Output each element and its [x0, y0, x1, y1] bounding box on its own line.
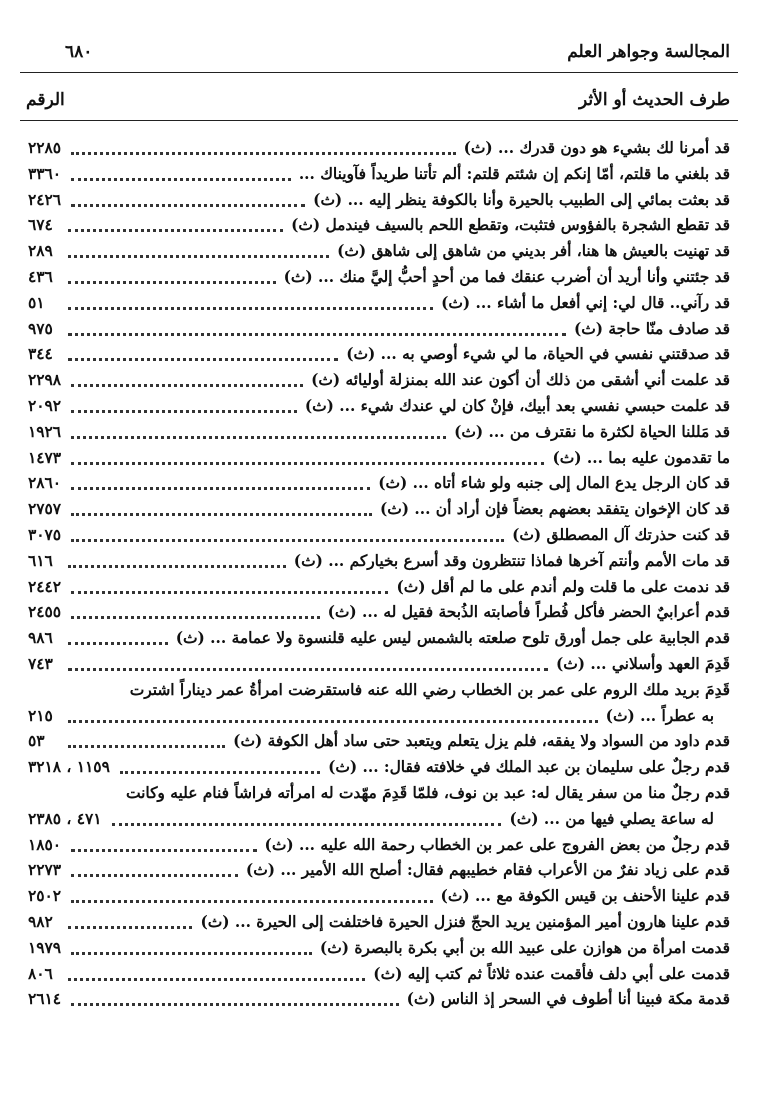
entry-ref-number: ٩٨٦: [28, 629, 53, 648]
index-entry: [0, 239, 758, 265]
entry-text: قدمت امرأة من هوازن على عبيد الله بن أبي بكرة بالبصرة (ث): [319, 938, 730, 957]
entry-text: قد كان الرجل يدع المال إلى جنبه ولو شاء أتاه ... (ث): [378, 474, 730, 493]
entry-text: قدم علينا الأحنف بن قيس الكوفة مع ... (ث): [440, 887, 730, 906]
entry-text: قدم رجلٌ على سليمان بن عبد الملك في خلافته فقال: ... (ث): [328, 758, 730, 777]
entry-text: قد مات الأمم وأنتم آخرها فماذا تنتظرون وقد أسرع بخياركم ... (ث): [293, 551, 730, 570]
entry-ref-number: ٢٦١٤: [28, 990, 62, 1009]
entry-text: قدم رجلٌ منا من سفر يقال له: عبد بن نوف، فلمّا قَدِمَ مهّدت له امرأته فراشاً فنام عليه وكانت: [126, 783, 730, 802]
entry-ref-number: ٣٣٦٠: [28, 164, 62, 183]
index-entry: [0, 213, 758, 239]
index-entry: [0, 549, 758, 575]
entry-ref-number: ٣٤٤: [28, 345, 53, 364]
entry-text: قَدِمَ العهد وأسلاني ... (ث): [556, 654, 730, 673]
dot-leader: [68, 662, 548, 671]
entry-ref-number: ٦١٦: [28, 551, 53, 570]
entry-text-continuation: به عطراً ... (ث): [605, 706, 714, 725]
index-entry: [0, 394, 758, 420]
entry-text: قد صادف منّا حاجة (ث): [573, 319, 730, 338]
index-entry-list: [0, 136, 758, 1013]
index-entry: [0, 884, 758, 910]
entry-text: قد كان الإخوان يتفقد بعضهم بعضاً فإن أراد أن ... (ث): [379, 500, 730, 519]
entry-ref-number: ٥٣: [28, 732, 45, 751]
entry-ref-number: ١٤٧٣: [28, 448, 62, 467]
entry-ref-number: ٤٧١ ، ٢٣٨٥: [28, 809, 102, 828]
entry-ref-number: ٤٣٦: [28, 267, 53, 286]
running-header: [20, 40, 738, 73]
entry-text: قد علمت حبسي نفسي بعد أبيك، فإنْ كان لي عندك شيء ... (ث): [304, 396, 730, 415]
index-entry: [0, 497, 758, 523]
entry-text: قدم رجلٌ من بعض الفروج على عمر بن الخطاب رحمة الله عليه ... (ث): [264, 835, 730, 854]
index-entry: [0, 626, 758, 652]
entry-ref-number: ٢١٥: [28, 706, 53, 725]
entry-ref-number: ٣٠٧٥: [28, 525, 62, 544]
entry-ref-number: ٢٨٩: [28, 242, 53, 261]
book-title: المجالسة وجواهر العلم: [567, 42, 730, 62]
index-entry: [0, 265, 758, 291]
index-entry: [0, 678, 758, 730]
entry-ref-number: ٢٤٥٥: [28, 603, 62, 622]
ref-column-title: الرقم: [26, 90, 65, 110]
entry-text: قد كنت حذرتك آل المصطلق (ث): [512, 525, 730, 544]
entry-ref-number: ٨٠٦: [28, 964, 53, 983]
entry-text: قد ندمت على ما قلت ولم أندم على ما لم أقل (ث): [396, 577, 730, 596]
index-entry: [0, 755, 758, 781]
entry-text: قَدِمَ بريد ملك الروم على عمر بن الخطاب رضي الله عنه فاستقرضت امرأةُ عمر ديناراً اشترت: [129, 680, 730, 699]
entry-text: قدمت على أبي دلف فأقمت عنده ثلاثاً ثم كتب إليه (ث): [373, 964, 730, 983]
entry-ref-number: ٢٨٦٠: [28, 474, 62, 493]
index-entry: [0, 910, 758, 936]
entry-ref-number: ٧٤٣: [28, 654, 53, 673]
index-entry: [0, 729, 758, 755]
index-entry: [0, 446, 758, 472]
entry-ref-number: ٩٧٥: [28, 319, 53, 338]
index-entry: [0, 420, 758, 446]
entry-text: قد جئتني وأنا أريد أن أضرب عنقك فما من أحدٍ أحبُّ إليَّ منك ... (ث): [283, 267, 730, 286]
entry-ref-number: ٢٠٩٢: [28, 396, 62, 415]
entry-ref-number: ٢٤٢٦: [28, 190, 62, 209]
entry-text: قدم علينا هارون أمير المؤمنين يريد الحجّ فنزل الحيرة فاختلفت إلى الحيرة ... (ث): [200, 912, 730, 931]
entry-ref-number: ٢٥٠٢: [28, 887, 62, 906]
index-entry: [0, 317, 758, 343]
entry-ref-number: ١١٥٩ ، ٣٢١٨: [28, 758, 110, 777]
index-entry: [0, 781, 758, 833]
index-entry: [0, 291, 758, 317]
index-entry: [0, 600, 758, 626]
entry-ref-number: ٢٢٩٨: [28, 371, 62, 390]
page-number: ٦٨٠: [65, 42, 93, 62]
entry-ref-number: ١٩٢٦: [28, 422, 62, 441]
entry-ref-number: ٩٨٢: [28, 912, 53, 931]
entry-text: قد مَللنا الحياة لكثرة ما نقترف من ... (ث): [454, 422, 730, 441]
dot-leader: [68, 327, 566, 336]
entry-text: قد علمت أني أشقى من ذلك أن أكون عند الله بمنزلة أوليائه (ث): [311, 371, 730, 390]
index-entry: [0, 987, 758, 1013]
entry-text: قدم أعرابيٌ الحضر فأكل فُطراً فأصابته الذُبحة فقيل له ... (ث): [327, 603, 730, 622]
index-entry: [0, 962, 758, 988]
entry-text: قدمة مكة فبينا أنا أطوف في السحر إذ الناس (ث): [406, 990, 730, 1009]
entry-text: قدم داود من السواد ولا يفقه، فلم يزل يتعلم ويتعبد حتى ساد أهل الكوفة (ث): [233, 732, 730, 751]
entry-ref-number: ٢٤٤٢: [28, 577, 62, 596]
index-entry: [0, 188, 758, 214]
entry-ref-number: ٢٢٨٥: [28, 139, 62, 157]
index-entry: [0, 936, 758, 962]
index-entry: [0, 136, 758, 162]
index-entry: [0, 833, 758, 859]
entry-text: قدم الجابية على جمل أورق تلوح صلعته بالشمس ليس عليه قلنسوة ولا عمامة ... (ث): [175, 629, 730, 648]
entry-ref-number: ٢٧٥٧: [28, 500, 62, 519]
entry-text: قدم على زياد نفرٌ من الأعراب فقام خطيبهم فقال: أصلح الله الأمير ... (ث): [245, 861, 730, 880]
index-entry: [0, 368, 758, 394]
index-entry: [0, 471, 758, 497]
text-column-title: طرف الحديث أو الأثر: [579, 90, 730, 110]
index-entry: [0, 575, 758, 601]
entry-ref-number: ١٩٧٩: [28, 938, 62, 957]
index-column-header: [20, 86, 738, 121]
index-entry: [0, 342, 758, 368]
entry-ref-number: ٥١: [28, 293, 45, 312]
entry-text: قد صدقتني نفسي في الحياة، ما لي شيء أوصي به ... (ث): [346, 345, 730, 364]
dot-leader: [120, 765, 320, 774]
entry-text: قد رآني.. قال لي: إني أفعل ما أشاء ... (ث): [441, 293, 730, 312]
entry-text: قد بعثت بمائي إلى الطبيب بالحيرة وأنا بالكوفة ينظر إليه ... (ث): [313, 190, 730, 209]
index-entry: [0, 523, 758, 549]
entry-text: قد تقطع الشجرة بالفؤوس فتثبت، وتقطع اللحم بالسيف فيندمل (ث): [291, 216, 730, 235]
index-entry: [0, 858, 758, 884]
entry-text-continuation: له ساعة يصلي فيها من ... (ث): [509, 809, 714, 828]
entry-ref-number: ٦٧٤: [28, 216, 53, 235]
entry-ref-number: ٢٢٧٣: [28, 861, 62, 880]
entry-text: قد أمرنا لك بشيء هو دون قدرك ... (ث): [463, 139, 730, 157]
dot-leader: [71, 456, 544, 465]
index-entry: [0, 652, 758, 678]
index-entry: [0, 162, 758, 188]
entry-text: قد بلغني ما قلتم، أمّا إنكم إن شئتم قلتم: ألم تأتنا طريداً فآويناك ...: [298, 164, 730, 183]
entry-text: ما تقدمون عليه بما ... (ث): [552, 448, 730, 467]
entry-ref-number: ١٨٥٠: [28, 835, 62, 854]
entry-text: قد تهنيت بالعيش ها هنا، أفر بديني من شاهق إلى شاهق (ث): [337, 242, 730, 261]
dot-leader: [112, 817, 502, 826]
dot-leader: [68, 714, 598, 723]
